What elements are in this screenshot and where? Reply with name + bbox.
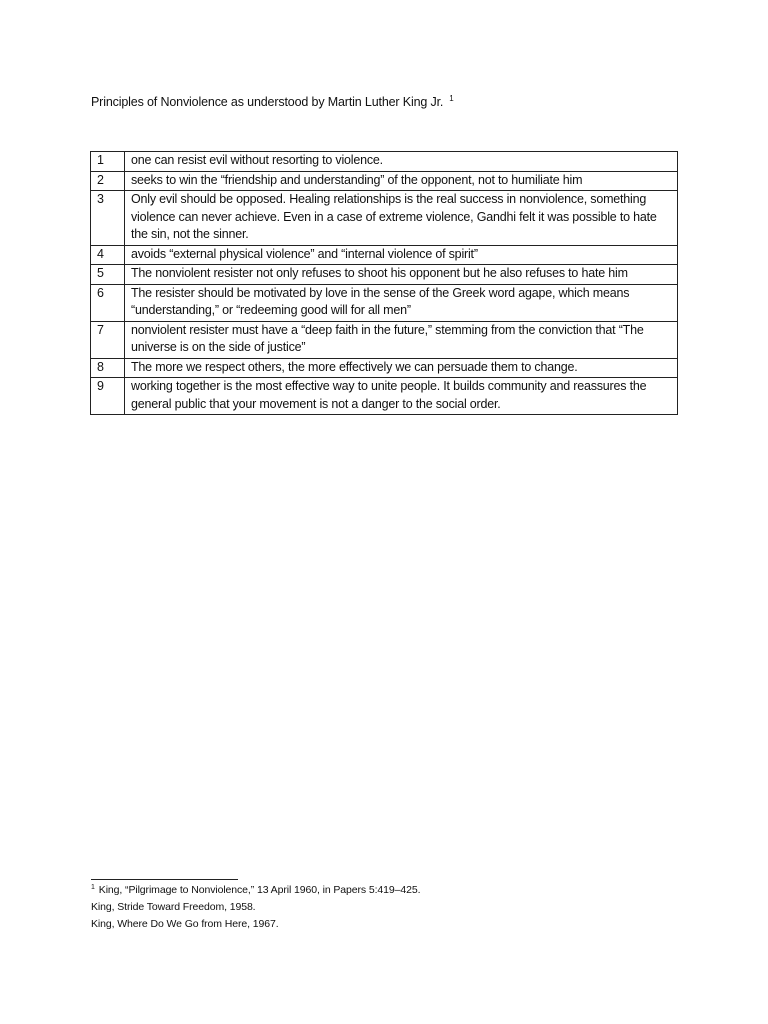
footnote-separator bbox=[91, 879, 238, 880]
title-footnote-marker: 1 bbox=[449, 93, 454, 103]
principle-number: 3 bbox=[91, 191, 125, 246]
principle-text: avoids “external physical violence” and “internal violence of spirit” bbox=[125, 245, 678, 265]
page-title bbox=[91, 94, 454, 110]
principle-number: 6 bbox=[91, 284, 125, 321]
footnotes bbox=[91, 882, 420, 933]
principle-text: seeks to win the “friendship and understanding” of the opponent, not to humiliate him bbox=[125, 171, 678, 191]
table-row bbox=[91, 171, 678, 191]
principle-text: working together is the most effective way to unite people. It builds community and reassures the general public that your movement is not a danger to the social order. bbox=[125, 378, 678, 415]
footnote-marker: 1 bbox=[91, 883, 95, 891]
principle-number: 9 bbox=[91, 378, 125, 415]
principle-number: 1 bbox=[91, 152, 125, 172]
principle-text: The more we respect others, the more effectively we can persuade them to change. bbox=[125, 358, 678, 378]
principle-text: The nonviolent resister not only refuses to shoot his opponent but he also refuses to hate him bbox=[125, 265, 678, 285]
table-row bbox=[91, 191, 678, 246]
principle-text: Only evil should be opposed. Healing relationships is the real success in nonviolence, something violence can never achieve. Even in a case of extreme violence, Gandhi felt it was possible to hate the sin, not the sinner. bbox=[125, 191, 678, 246]
principle-number: 8 bbox=[91, 358, 125, 378]
principle-text: one can resist evil without resorting to violence. bbox=[125, 152, 678, 172]
principle-text: nonviolent resister must have a “deep faith in the future,” stemming from the conviction that “The universe is on the side of justice” bbox=[125, 321, 678, 358]
footnote-line: King, Where Do We Go from Here, 1967. bbox=[91, 918, 279, 930]
principle-number: 2 bbox=[91, 171, 125, 191]
table-row bbox=[91, 152, 678, 172]
page-title-text: Principles of Nonviolence as understood by Martin Luther King Jr. bbox=[91, 95, 444, 109]
principles-table bbox=[90, 151, 678, 415]
table-row bbox=[91, 284, 678, 321]
principle-number: 5 bbox=[91, 265, 125, 285]
table-row bbox=[91, 358, 678, 378]
footnote-line: King, Stride Toward Freedom, 1958. bbox=[91, 901, 256, 913]
principle-number: 7 bbox=[91, 321, 125, 358]
table-row bbox=[91, 245, 678, 265]
table-row bbox=[91, 378, 678, 415]
footnote-text: King, “Pilgrimage to Nonviolence,” 13 April 1960, in Papers 5:419–425. bbox=[98, 884, 421, 896]
principle-text: The resister should be motivated by love in the sense of the Greek word agape, which means “understanding,” or “redeeming good will for all men” bbox=[125, 284, 678, 321]
table-row bbox=[91, 321, 678, 358]
footnote-line bbox=[91, 882, 420, 899]
table-row bbox=[91, 265, 678, 285]
principle-number: 4 bbox=[91, 245, 125, 265]
